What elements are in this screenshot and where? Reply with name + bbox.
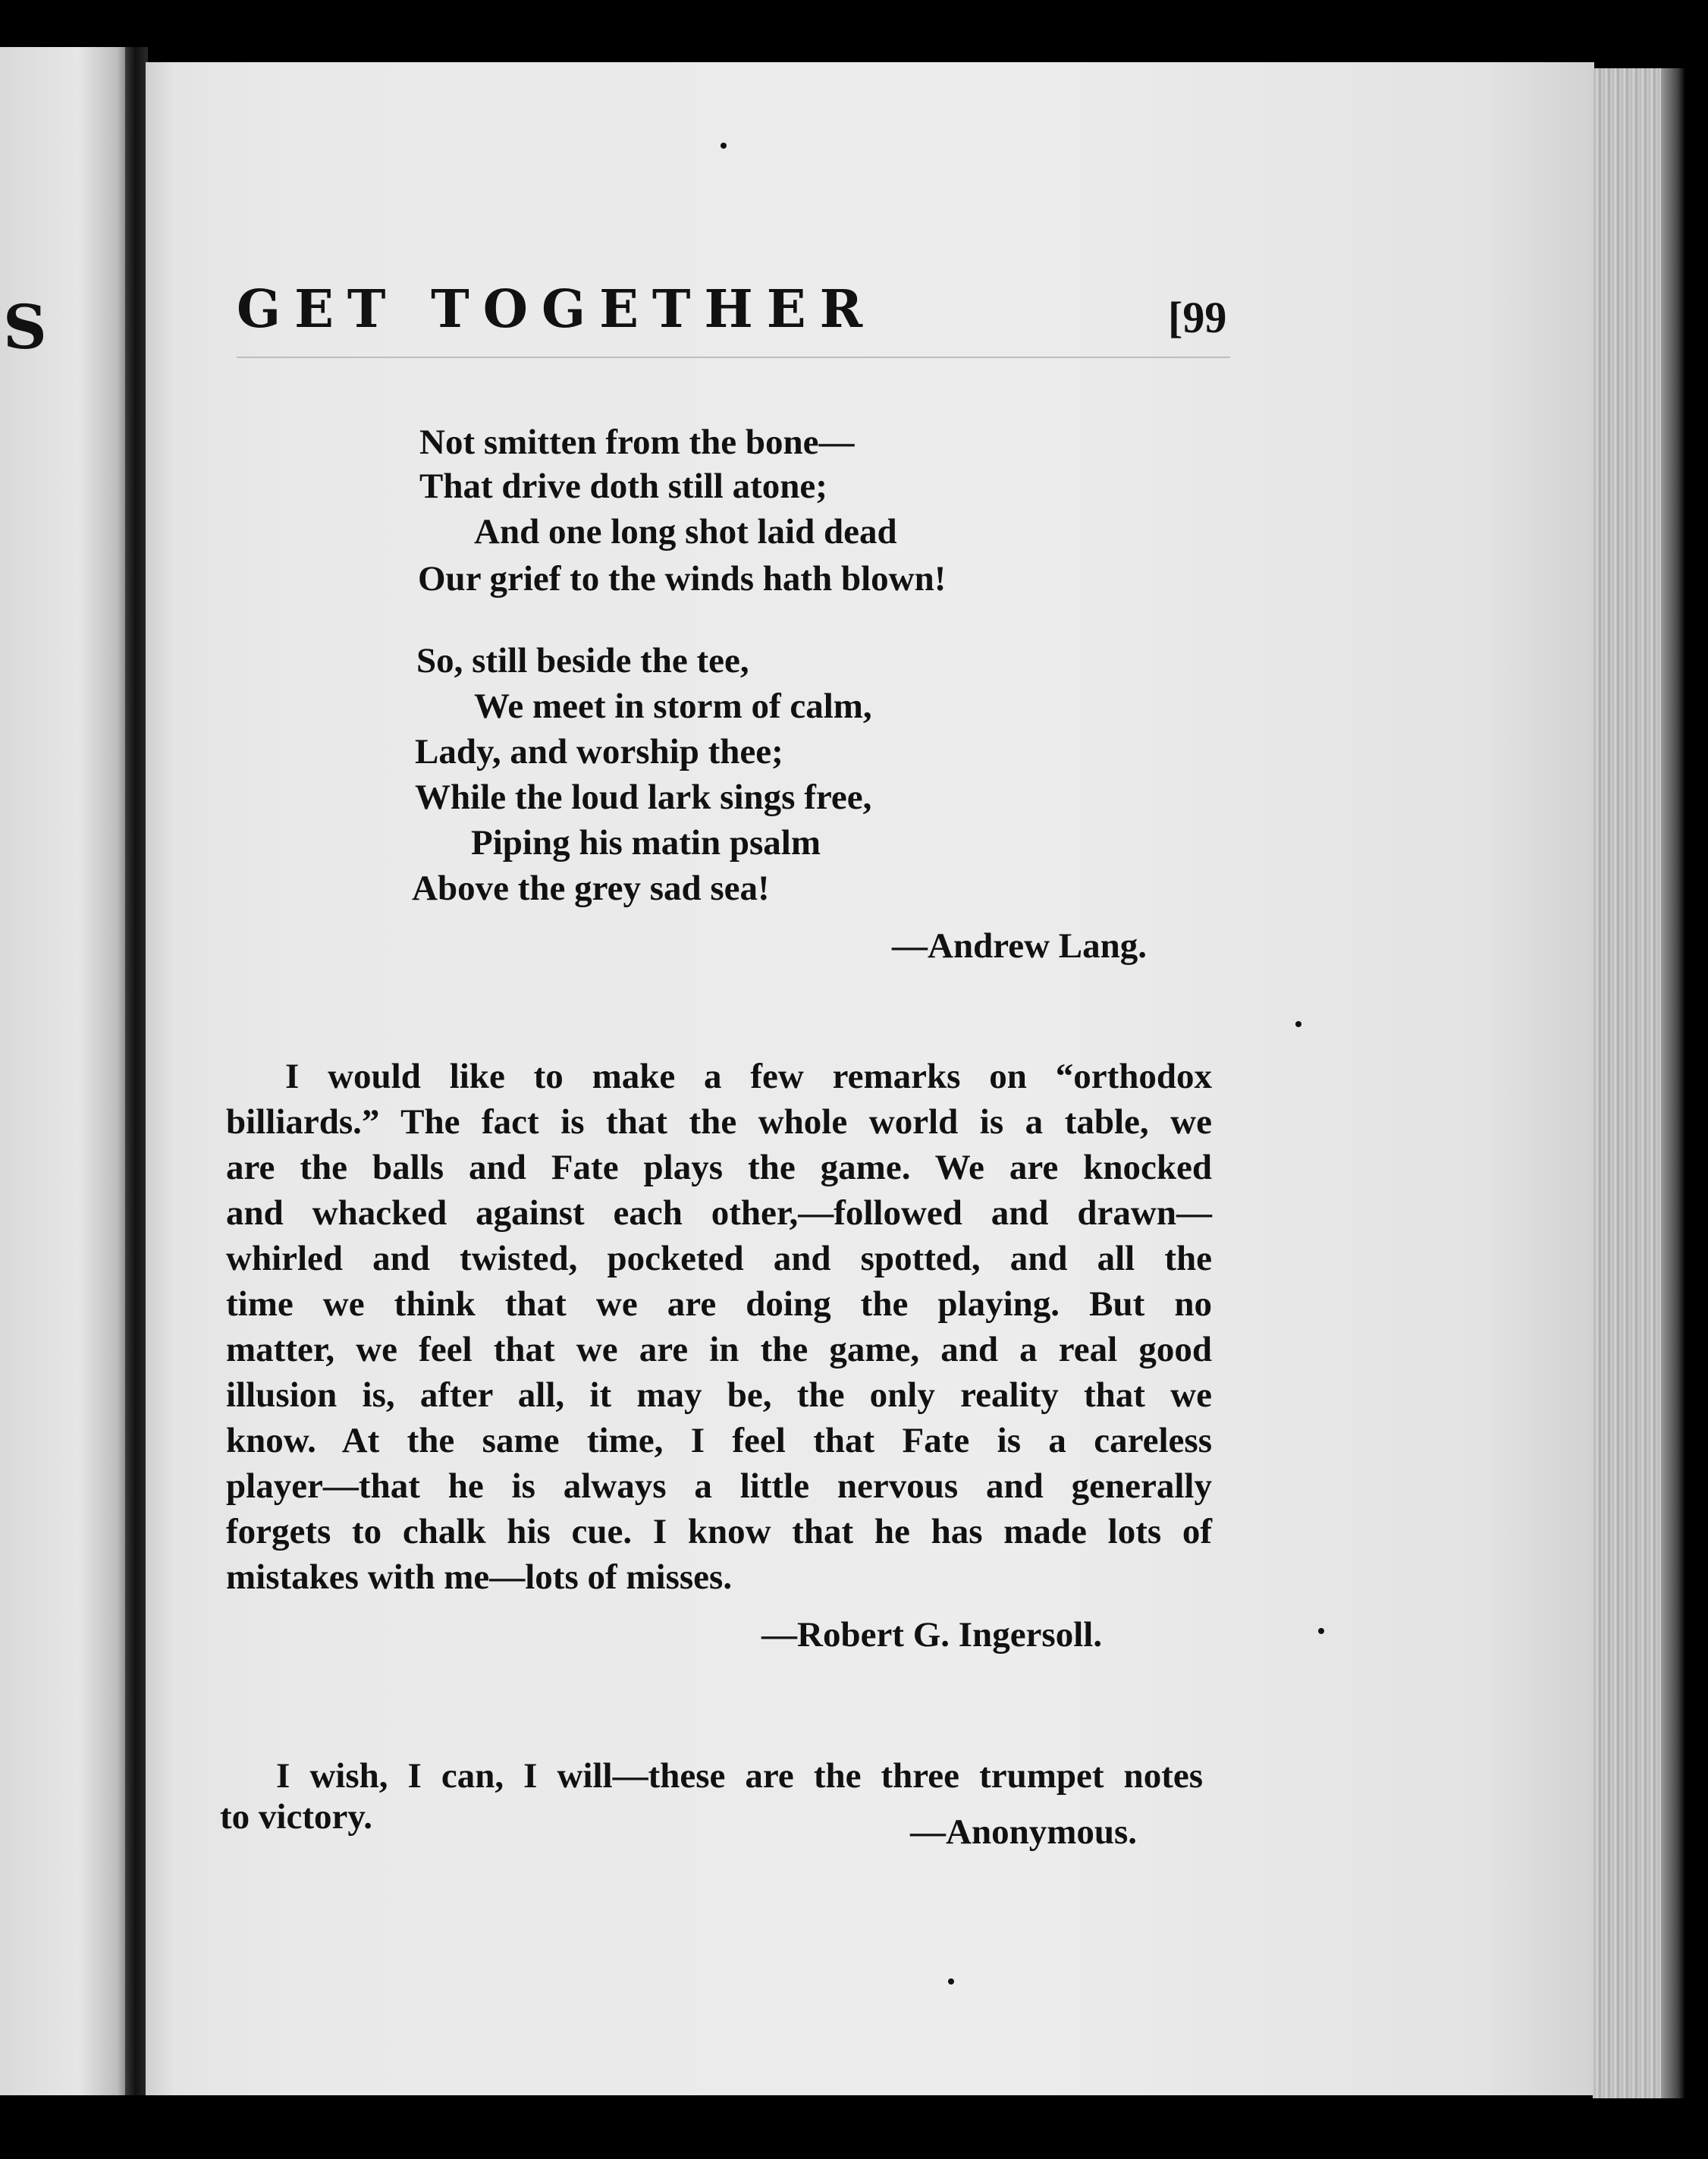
prose-line: to victory. (220, 1797, 372, 1837)
poem-line: Piping his matin psalm (471, 823, 821, 863)
prose-line: whirled and twisted, pocketed and spotted, and all the (226, 1239, 1212, 1278)
prose-line: matter, we feel that we are in the game, and a real good (226, 1330, 1212, 1369)
header-rule (237, 357, 1230, 358)
page-number: [99 (1168, 293, 1227, 342)
poem-line: So, still beside the tee, (416, 641, 749, 680)
prose-line: I wish, I can, I will—these are the three trumpet notes (276, 1756, 1203, 1796)
prose-line: I would like to make a few remarks on “orthodox (285, 1057, 1212, 1096)
poem-line: Not smitten from the bone— (419, 423, 855, 462)
prose-line: forgets to chalk his cue. I know that he has made lots of (226, 1512, 1212, 1551)
prose-line: illusion is, after all, it may be, the only reality that we (226, 1375, 1212, 1415)
quote-attribution: —Robert G. Ingersoll. (761, 1615, 1103, 1655)
previous-page-edge (0, 47, 130, 2095)
prose-line: billiards.” The fact is that the whole world is a table, we (226, 1102, 1212, 1142)
poem-line: Lady, and worship thee; (415, 732, 783, 772)
scan-speck (721, 143, 727, 149)
prose-line: mistakes with me—lots of misses. (226, 1557, 733, 1597)
scan-speck (948, 1978, 954, 1985)
poem-line: And one long shot laid dead (474, 512, 897, 552)
book-gutter (125, 47, 148, 2095)
poem-line: That drive doth still atone; (419, 467, 827, 506)
poem-attribution: —Andrew Lang. (892, 926, 1148, 966)
poem-line: While the loud lark sings free, (415, 778, 872, 817)
poem-line: Above the grey sad sea! (412, 869, 770, 908)
poem-line: Our grief to the winds hath blown! (418, 559, 947, 599)
prose-line: time we think that we are doing the playing. But no (226, 1284, 1212, 1324)
scan-speck (1295, 1021, 1301, 1027)
prose-line: player—that he is always a little nervous and generally (226, 1466, 1212, 1506)
poem-line: We meet in storm of calm, (474, 687, 872, 726)
running-header-title: GET TOGETHER (237, 279, 877, 340)
scan-speck (1318, 1628, 1324, 1634)
prose-line: and whacked against each other,—followed and drawn— (226, 1193, 1212, 1233)
quote-attribution: —Anonymous. (910, 1812, 1138, 1852)
page-stack-shadow (1661, 68, 1685, 2098)
prose-line: are the balls and Fate plays the game. We are knocked (226, 1148, 1212, 1187)
previous-page-text-fragment: S (3, 291, 49, 363)
prose-line: know. At the same time, I feel that Fate is a careless (226, 1421, 1212, 1460)
